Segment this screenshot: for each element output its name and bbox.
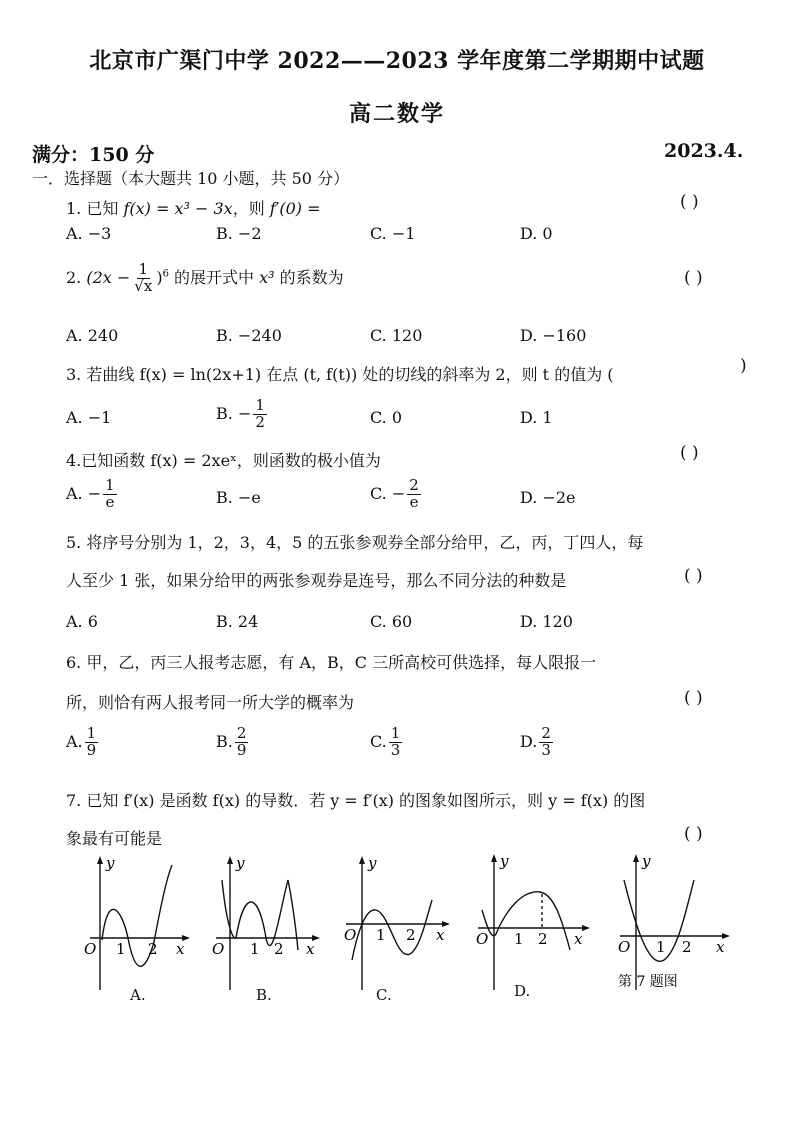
svg-text:1: 1 <box>656 938 666 956</box>
svg-text:2: 2 <box>406 926 416 944</box>
exponent: 6 <box>162 268 169 280</box>
svg-text:1: 1 <box>514 930 524 948</box>
question-2 <box>66 262 344 295</box>
option-b: B. $\frac{2}{9}$ <box>216 724 247 759</box>
svg-text:x: x <box>176 940 185 958</box>
question-text: 已知 <box>86 199 124 218</box>
svg-text:2: 2 <box>274 940 284 958</box>
fraction: $\frac{1}{3}$ <box>390 724 401 759</box>
option-b: B. −2 <box>216 224 262 243</box>
svg-text:O: O <box>344 926 357 944</box>
question-number: 2. <box>66 267 82 287</box>
section-heading: 一．选择题（本大题共 10 小题，共 50 分） <box>32 169 350 188</box>
question-number: 5. <box>66 533 82 552</box>
svg-text:y: y <box>236 854 245 872</box>
svg-text:O: O <box>84 940 97 958</box>
option-b: B. −240 <box>216 326 282 345</box>
option-a: A. − $\frac{1}{e}$ <box>66 476 115 511</box>
question-4 <box>66 448 381 471</box>
option-c: C. 0 <box>370 408 403 427</box>
option-c: C. 60 <box>370 612 413 631</box>
full-score: 满分：150 分 <box>32 144 155 166</box>
option-d: D. 1 <box>520 408 553 427</box>
option-a: A. −1 <box>66 408 112 427</box>
fraction: $\frac{1}{2}$ <box>255 396 265 431</box>
option-d: D. −2e <box>520 488 576 507</box>
question-6-line-2: 所，则恰有两人报考同一所大学的概率为 <box>66 693 355 712</box>
graph-a-label: A. <box>130 986 146 1004</box>
option-b: B. − $\frac{1}{2}$ <box>216 396 265 431</box>
question-number: 6. <box>66 653 82 672</box>
fraction: $\frac{1}{√x}$ <box>134 260 153 295</box>
question-5-line-2: 人至少 1 张，如果分给甲的两张参观券是连号，那么不同分法的种数是 <box>66 571 567 590</box>
question-text: 甲，乙，丙三人报考志愿，有 A，B，C 三所高校可供选择，每人限报一 <box>86 653 597 672</box>
question-5-line-1 <box>66 530 643 553</box>
question-6-line-1 <box>66 650 596 673</box>
option-d: D. $\frac{2}{3}$ <box>520 724 551 759</box>
math-expr: f(x) = x³ − 3x <box>123 199 233 218</box>
answer-paren-close: ) <box>740 356 747 376</box>
fraction: $\frac{2}{9}$ <box>236 724 247 759</box>
math-expr: f′(0) = <box>269 199 321 218</box>
graph-c-label: C. <box>376 986 392 1004</box>
graph-b <box>210 850 320 1000</box>
math-expr: x³ <box>259 267 275 287</box>
option-b: B. −e <box>216 488 261 507</box>
svg-text:x: x <box>306 940 315 958</box>
answer-paren: ( ) <box>684 566 703 586</box>
figure-caption: 第 7 题图 <box>618 974 678 990</box>
svg-text:x: x <box>716 938 725 956</box>
svg-text:y: y <box>368 854 377 872</box>
svg-text:2: 2 <box>538 930 548 948</box>
answer-paren: ( ) <box>684 688 703 708</box>
question-1 <box>66 196 321 219</box>
question-text: ，则 <box>232 199 270 218</box>
option-c: C. $\frac{1}{3}$ <box>370 724 401 759</box>
svg-text:2: 2 <box>682 938 692 956</box>
svg-text:O: O <box>212 940 225 958</box>
svg-text:1: 1 <box>250 940 260 958</box>
math-expr: ) <box>156 267 163 287</box>
question-7-line-2: 象最有可能是 <box>66 829 163 848</box>
fraction: $\frac{1}{9}$ <box>86 724 97 759</box>
svg-text:x: x <box>574 930 583 948</box>
option-c: C. − $\frac{2}{e}$ <box>370 476 419 511</box>
question-text: 将序号分别为 1，2，3，4，5 的五张参观券全部分给甲，乙，丙，丁四人，每 <box>86 533 644 552</box>
option-d: D. −160 <box>520 326 587 345</box>
option-b: B. 24 <box>216 612 259 631</box>
graph-b-label: B. <box>256 986 272 1004</box>
svg-text:2: 2 <box>148 940 158 958</box>
option-a: A. 240 <box>66 326 119 345</box>
answer-paren-open: ( <box>607 365 614 384</box>
svg-text:y: y <box>642 852 651 870</box>
option-d: D. 120 <box>520 612 573 631</box>
question-3 <box>66 362 614 385</box>
graph-a <box>80 850 190 1000</box>
svg-text:O: O <box>618 938 631 956</box>
option-a: A. −3 <box>66 224 112 243</box>
option-a: A. 6 <box>66 612 98 631</box>
svg-text:y: y <box>106 854 115 872</box>
answer-paren: ( ) <box>684 824 703 844</box>
question-number: 4. <box>66 451 82 470</box>
question-number: 3. <box>66 365 82 384</box>
svg-text:1: 1 <box>116 940 126 958</box>
fraction: $\frac{1}{e}$ <box>105 476 115 511</box>
option-c: C. −1 <box>370 224 416 243</box>
svg-text:O: O <box>476 930 489 948</box>
svg-text:y: y <box>500 852 509 870</box>
answer-paren: ( ) <box>684 268 703 288</box>
question-7-line-1 <box>66 788 645 811</box>
question-text: 的系数为 <box>274 267 344 287</box>
answer-paren: ( ) <box>680 443 699 463</box>
fraction: $\frac{2}{3}$ <box>541 724 551 759</box>
exam-date: 2023.4. <box>664 140 744 162</box>
exam-title: 北京市广渠门中学 2022——2023 学年度第二学期期中试题 <box>89 48 705 74</box>
q7-graph-row <box>80 850 740 1020</box>
exam-subject: 高二数学 <box>348 101 445 127</box>
graph-derivative <box>610 850 730 1000</box>
graph-c <box>340 850 450 1000</box>
question-text: 的展开式中 <box>168 267 260 287</box>
question-number: 1. <box>66 199 82 218</box>
math-expr: (2x − <box>86 267 131 287</box>
option-c: C. 120 <box>370 326 423 345</box>
svg-text:1: 1 <box>376 926 386 944</box>
question-text: 已知函数 f(x) = 2xeˣ，则函数的极小值为 <box>81 451 381 470</box>
option-d: D. 0 <box>520 224 553 243</box>
option-a: A. $\frac{1}{9}$ <box>66 724 97 759</box>
graph-d <box>470 850 590 1000</box>
question-number: 7. <box>66 791 82 810</box>
fraction: $\frac{2}{e}$ <box>409 476 419 511</box>
question-text: 若曲线 f(x) = ln(2x+1) 在点 (t, f(t)) 处的切线的斜率为 2，则 t 的值为 <box>86 365 603 384</box>
graph-d-label: D. <box>514 982 531 1000</box>
answer-paren: ( ) <box>680 192 699 212</box>
svg-text:x: x <box>436 926 445 944</box>
question-text: 已知 f′(x) 是函数 f(x) 的导数．若 y = f′(x) 的图象如图所示，则 y = f(x) 的图 <box>86 791 646 810</box>
